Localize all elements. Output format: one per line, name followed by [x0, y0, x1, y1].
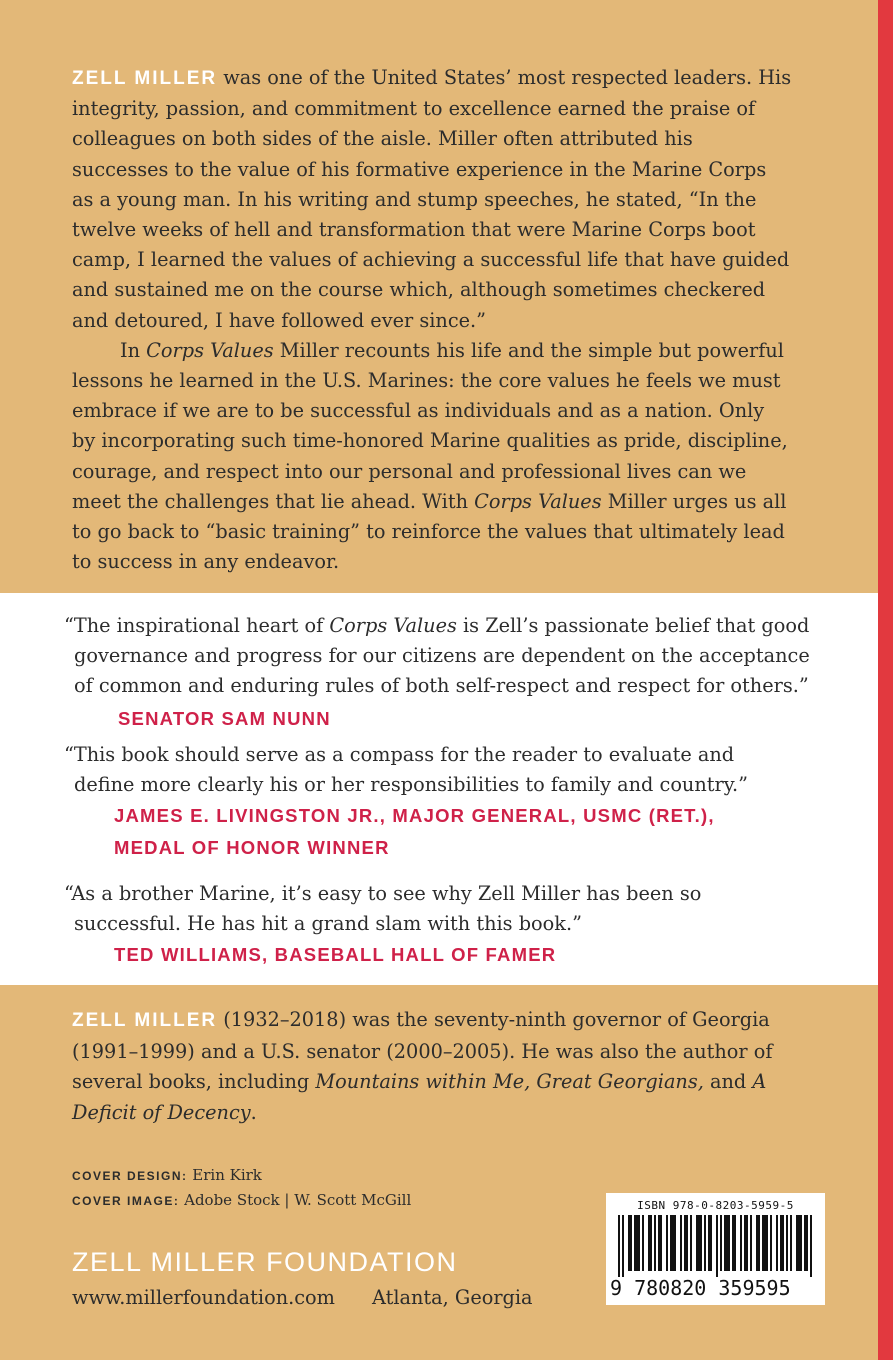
barcode-bar	[710, 1215, 712, 1271]
endorsement-attribution: TED WILLIAMS, BASEBALL HALL OF FAMER	[114, 944, 557, 965]
barcode-bar	[796, 1215, 798, 1271]
foundation-url: www.millerfoundation.com	[72, 1286, 335, 1309]
endorsement-livingston: “This book should serve as a compass for the reader to evaluate and define more clearly his or her responsibilities to family and country.” JAMES E. LIVINGSTON JR., MAJOR GENERAL, USMC (RET.), MEDAL OF HONOR WINNER	[64, 740, 844, 864]
book-description	[72, 63, 792, 577]
endorsement-nunn: “The inspirational heart of Corps Values is Zell’s passionate belief that good governance and progress for our citizens are dependent on the acceptance of common and enduring rules of both self-respect and respect for others.” SENATOR SAM NUNN	[64, 611, 844, 735]
barcode-bar	[628, 1215, 630, 1271]
endorsement-williams: “As a brother Marine, it’s easy to see why Zell Miller has been so successful. He has hit a grand slam with this book.” TED WILLIAMS, BASEBALL HALL OF FAMER	[64, 879, 844, 971]
isbn-label: ISBN 978-0-8203-5959-5	[637, 1199, 794, 1212]
barcode-bar	[804, 1215, 806, 1271]
author-name-lead: ZELL MILLER	[72, 1010, 218, 1031]
barcode-bar	[726, 1215, 728, 1271]
barcode-bar	[650, 1215, 652, 1271]
barcode-bar	[716, 1215, 718, 1277]
endorsement-attribution: JAMES E. LIVINGSTON JR., MAJOR GENERAL, USMC (RET.),	[114, 805, 715, 826]
endorsement-attribution: SENATOR SAM NUNN	[118, 708, 331, 729]
barcode-bar	[724, 1215, 726, 1271]
cover-image-credit: COVER IMAGE: Adobe Stock | W. Scott McGill	[72, 1191, 412, 1209]
cover-design-credit: COVER DESIGN: Erin Kirk	[72, 1166, 262, 1184]
barcode-bar	[672, 1215, 674, 1271]
barcode-bar	[740, 1215, 742, 1271]
barcode-bar	[636, 1215, 638, 1271]
foundation-city: Atlanta, Georgia	[372, 1286, 533, 1309]
foundation-name: ZELL MILLER FOUNDATION	[72, 1247, 458, 1277]
barcode-bar	[734, 1215, 736, 1271]
barcode-bar	[750, 1215, 752, 1271]
barcode-bar	[708, 1215, 710, 1271]
barcode-bar	[780, 1215, 782, 1271]
endorsements-panel	[0, 593, 878, 985]
barcode-bar	[648, 1215, 650, 1271]
barcode-bar	[786, 1215, 788, 1271]
barcode-bar	[746, 1215, 748, 1271]
barcode-bar	[690, 1215, 692, 1271]
barcode-bar	[642, 1215, 644, 1271]
barcode-bar	[622, 1215, 624, 1277]
barcode-bar	[720, 1215, 722, 1271]
barcode-bar	[766, 1215, 768, 1271]
spine-edge	[878, 0, 893, 1360]
barcode-block	[606, 1193, 825, 1305]
description-paragraph-2: In Corps Values Miller recounts his life and the simple but powerful lessons he learned in the U.S. Marines: the core values he feels we must embrace if we are to be successful as individuals and as a nation. Only by incorporating such time-honored Marine qualities as pride, discipline, courage, and respect into our personal and professional lives can we meet the challenges that lie ahead. With Corps Values Miller urges us all to go back to “basic training” to reinforce the values that ultimately lead to success in any endeavor.	[72, 338, 788, 574]
barcode-bar	[654, 1215, 656, 1271]
barcode-bar	[806, 1215, 808, 1271]
barcode-bar	[764, 1215, 766, 1271]
barcode-bar	[698, 1215, 700, 1271]
barcode-bar	[696, 1215, 698, 1271]
barcode-bar	[704, 1215, 706, 1271]
barcode-bar	[674, 1215, 676, 1271]
barcode-bar	[790, 1215, 792, 1271]
barcode-bar	[660, 1215, 662, 1271]
author-name-lead: ZELL MILLER	[72, 68, 218, 89]
barcode-bar	[770, 1215, 772, 1271]
barcode-bar	[758, 1215, 760, 1271]
barcode-bar	[630, 1215, 632, 1271]
barcode-bar	[618, 1215, 620, 1277]
barcode-bar	[680, 1215, 682, 1271]
book-title: A Deficit of Decency	[72, 1070, 767, 1124]
cover-credits	[72, 1163, 411, 1213]
barcode-bar	[756, 1215, 758, 1271]
barcode-bar	[800, 1215, 802, 1271]
barcode-bar	[744, 1215, 746, 1271]
barcode-bar	[782, 1215, 784, 1271]
barcode-bar	[810, 1215, 812, 1277]
description-paragraph-1: ZELL MILLER was one of the United States’ most respected leaders. His integrity, passion, and commitment to excellence earned the praise of colleagues on both sides of the aisle. Miller often attributed his successes to the value of his formative experience in the Marine Corps as a young man. In his writing and stump speeches, he stated, “In the twelve weeks of hell and transformation that were Marine Corps boot camp, I learned the values of achieving a successful life that have guided and sustained me on the course which, although sometimes checkered and detoured, I have followed ever since.”	[72, 66, 792, 332]
barcode-bar	[638, 1215, 640, 1271]
book-title: Corps Values	[474, 489, 602, 513]
book-title: Mountains within Me, Great Georgians,	[315, 1070, 704, 1093]
barcode-bar	[684, 1215, 686, 1271]
barcode-bar	[670, 1215, 672, 1271]
barcode-icon	[618, 1215, 814, 1277]
barcode-bar	[658, 1215, 660, 1271]
endorsement-attribution-cont: MEDAL OF HONOR WINNER	[114, 837, 390, 858]
barcode-bar	[776, 1215, 778, 1271]
barcode-bar	[634, 1215, 636, 1271]
author-bio: ZELL MILLER (1932–2018) was the seventy-ninth governor of Georgia (1991–1999) and a U.S. senator (2000–2005). He was also the author of several books, including Mountains within Me, Great Georgians, and A Deficit of Decency.	[72, 1008, 773, 1124]
barcode-bar	[728, 1215, 730, 1271]
barcode-digits: 9 780820 359595	[610, 1276, 791, 1300]
barcode-bar	[762, 1215, 764, 1271]
barcode-bar	[700, 1215, 702, 1271]
book-title: Corps Values	[146, 338, 274, 362]
barcode-bar	[666, 1215, 668, 1271]
barcode-bar	[686, 1215, 688, 1271]
barcode-bar	[798, 1215, 800, 1271]
barcode-bar	[732, 1215, 734, 1271]
